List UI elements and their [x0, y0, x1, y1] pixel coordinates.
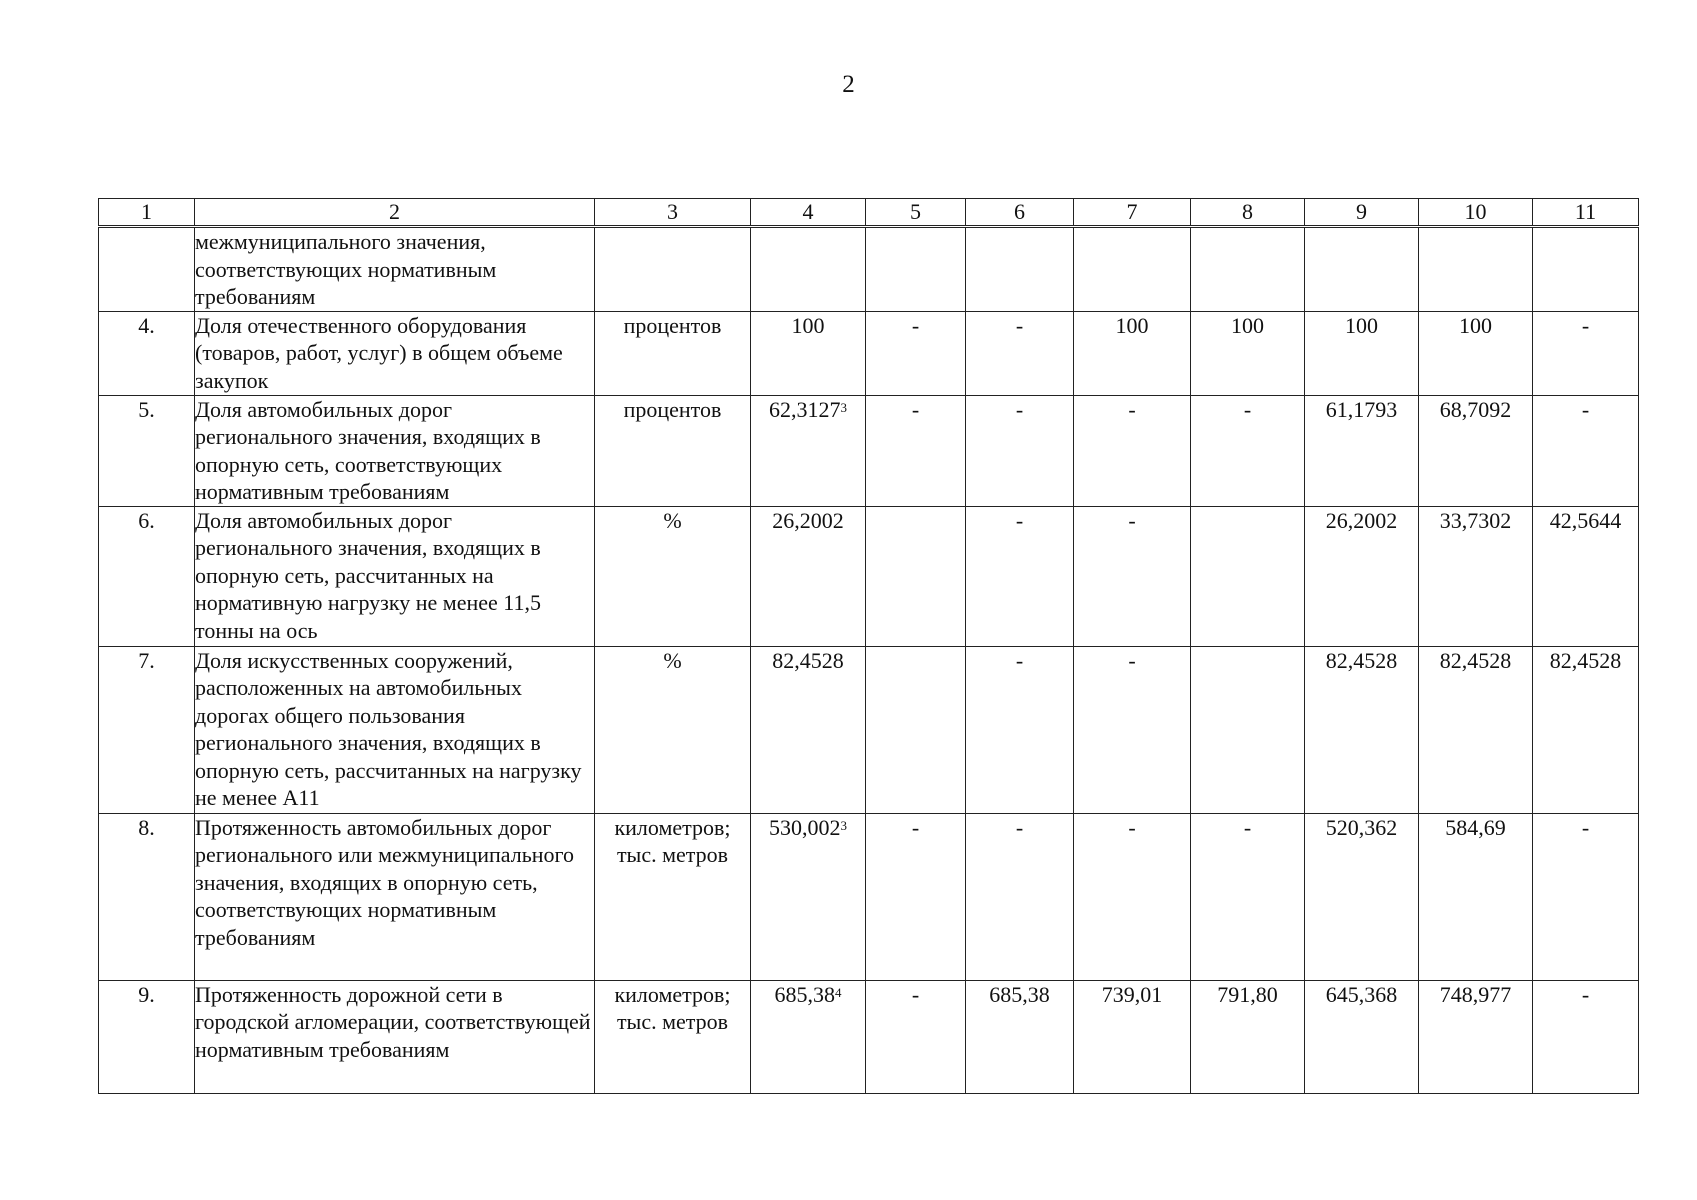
unit-cell: %	[595, 506, 751, 646]
indicator-name: Доля автомобильных дорог регионального значения, входящих в опорную сеть, соответствующих нормативным требованиям	[195, 395, 595, 506]
footnote-mark: 4	[835, 984, 842, 1000]
table-row	[99, 506, 1639, 646]
value-text: 62,3127	[769, 396, 841, 422]
value-cell-9: 520,362	[1305, 813, 1419, 980]
value-cell-4	[751, 813, 866, 980]
column-header: 1	[99, 199, 195, 227]
column-header: 10	[1419, 199, 1533, 227]
table-row	[99, 813, 1639, 980]
value-cell-10: 82,4528	[1419, 646, 1533, 813]
row-number: 5.	[99, 395, 195, 506]
value-cell-8: -	[1191, 395, 1305, 506]
table-row	[99, 980, 1639, 1093]
table-row	[99, 646, 1639, 813]
value-cell-5: -	[866, 980, 966, 1093]
column-header: 2	[195, 199, 595, 227]
column-header: 5	[866, 199, 966, 227]
value-cell-6: -	[966, 646, 1074, 813]
unit-cell: %	[595, 646, 751, 813]
column-header: 11	[1533, 199, 1639, 227]
value-cell-5: -	[866, 311, 966, 395]
value-cell-7: -	[1074, 506, 1191, 646]
row-number: 9.	[99, 980, 195, 1093]
row-number: 4.	[99, 311, 195, 395]
value-text: 685,38	[774, 981, 835, 1007]
value-cell-11: 82,4528	[1533, 646, 1639, 813]
value-cell-10: 33,7302	[1419, 506, 1533, 646]
value-cell-8: 791,80	[1191, 980, 1305, 1093]
page-number: 2	[842, 71, 855, 98]
value-cell-9: 82,4528	[1305, 646, 1419, 813]
value-text: 26,2002	[772, 507, 844, 533]
value-cell-11: 42,5644	[1533, 506, 1639, 646]
value-cell-7: 100	[1074, 311, 1191, 395]
column-header: 6	[966, 199, 1074, 227]
value-cell-5	[866, 646, 966, 813]
value-cell-11: -	[1533, 980, 1639, 1093]
indicator-name: Протяженность дорожной сети в городской агломерации, соответствующей нормативным требованиям	[195, 980, 595, 1093]
value-cell-10: 100	[1419, 311, 1533, 395]
column-header: 7	[1074, 199, 1191, 227]
footnote-mark: 3	[840, 817, 847, 833]
value-cell-7: 739,01	[1074, 980, 1191, 1093]
column-header: 8	[1191, 199, 1305, 227]
table-row	[99, 311, 1639, 395]
value-cell-9	[1305, 227, 1419, 312]
value-cell-7: -	[1074, 813, 1191, 980]
value-cell-5: -	[866, 813, 966, 980]
value-cell-7: -	[1074, 395, 1191, 506]
value-text: 100	[791, 312, 825, 338]
footnote-mark: 3	[840, 399, 847, 415]
value-cell-10: 748,977	[1419, 980, 1533, 1093]
value-text: 530,002	[769, 814, 841, 840]
row-number	[99, 227, 195, 312]
table-row	[99, 395, 1639, 506]
value-cell-9: 645,368	[1305, 980, 1419, 1093]
value-cell-8	[1191, 227, 1305, 312]
indicator-name: Доля отечественного оборудования (товаров, работ, услуг) в общем объеме закупок	[195, 311, 595, 395]
value-cell-11: -	[1533, 395, 1639, 506]
value-cell-5	[866, 227, 966, 312]
unit-cell: километров; тыс. метров	[595, 813, 751, 980]
value-cell-4	[751, 395, 866, 506]
value-cell-8	[1191, 646, 1305, 813]
unit-cell	[595, 227, 751, 312]
indicator-name: межмуниципального значения, соответствующих нормативным требованиям	[195, 227, 595, 312]
row-number: 6.	[99, 506, 195, 646]
value-cell-8: -	[1191, 813, 1305, 980]
value-cell-6: -	[966, 506, 1074, 646]
value-cell-9: 61,1793	[1305, 395, 1419, 506]
value-cell-6: 685,38	[966, 980, 1074, 1093]
column-header: 3	[595, 199, 751, 227]
value-cell-8: 100	[1191, 311, 1305, 395]
value-cell-11: -	[1533, 813, 1639, 980]
value-cell-7: -	[1074, 646, 1191, 813]
value-cell-4	[751, 311, 866, 395]
value-cell-7	[1074, 227, 1191, 312]
column-header: 4	[751, 199, 866, 227]
value-cell-4	[751, 646, 866, 813]
unit-cell: процентов	[595, 395, 751, 506]
value-cell-9: 26,2002	[1305, 506, 1419, 646]
value-cell-4	[751, 506, 866, 646]
table-row	[99, 227, 1639, 312]
value-cell-6: -	[966, 395, 1074, 506]
value-cell-6: -	[966, 813, 1074, 980]
value-cell-11: -	[1533, 311, 1639, 395]
indicator-name: Протяженность автомобильных дорог регионального или межмуниципального значения, входящих в опорную сеть, соответствующих нормативным требованиям	[195, 813, 595, 980]
row-number: 7.	[99, 646, 195, 813]
value-cell-6	[966, 227, 1074, 312]
row-number: 8.	[99, 813, 195, 980]
value-cell-8	[1191, 506, 1305, 646]
indicator-name: Доля искусственных сооружений, расположенных на автомобильных дорогах общего пользования регионального значения, входящих в опорную сеть, рассчитанных на нагрузку не менее А11	[195, 646, 595, 813]
header-row	[99, 199, 1639, 227]
value-cell-10: 584,69	[1419, 813, 1533, 980]
value-cell-6: -	[966, 311, 1074, 395]
value-cell-4	[751, 980, 866, 1093]
value-cell-5	[866, 506, 966, 646]
value-cell-5: -	[866, 395, 966, 506]
unit-cell: километров; тыс. метров	[595, 980, 751, 1093]
indicators-table	[98, 198, 1639, 1094]
column-header: 9	[1305, 199, 1419, 227]
unit-cell: процентов	[595, 311, 751, 395]
value-cell-9: 100	[1305, 311, 1419, 395]
indicator-name: Доля автомобильных дорог регионального значения, входящих в опорную сеть, рассчитанных на нормативную нагрузку не менее 11,5 тонны на ось	[195, 506, 595, 646]
value-cell-10: 68,7092	[1419, 395, 1533, 506]
value-text: 82,4528	[772, 647, 844, 673]
value-cell-10	[1419, 227, 1533, 312]
value-cell-11	[1533, 227, 1639, 312]
value-cell-4	[751, 227, 866, 312]
